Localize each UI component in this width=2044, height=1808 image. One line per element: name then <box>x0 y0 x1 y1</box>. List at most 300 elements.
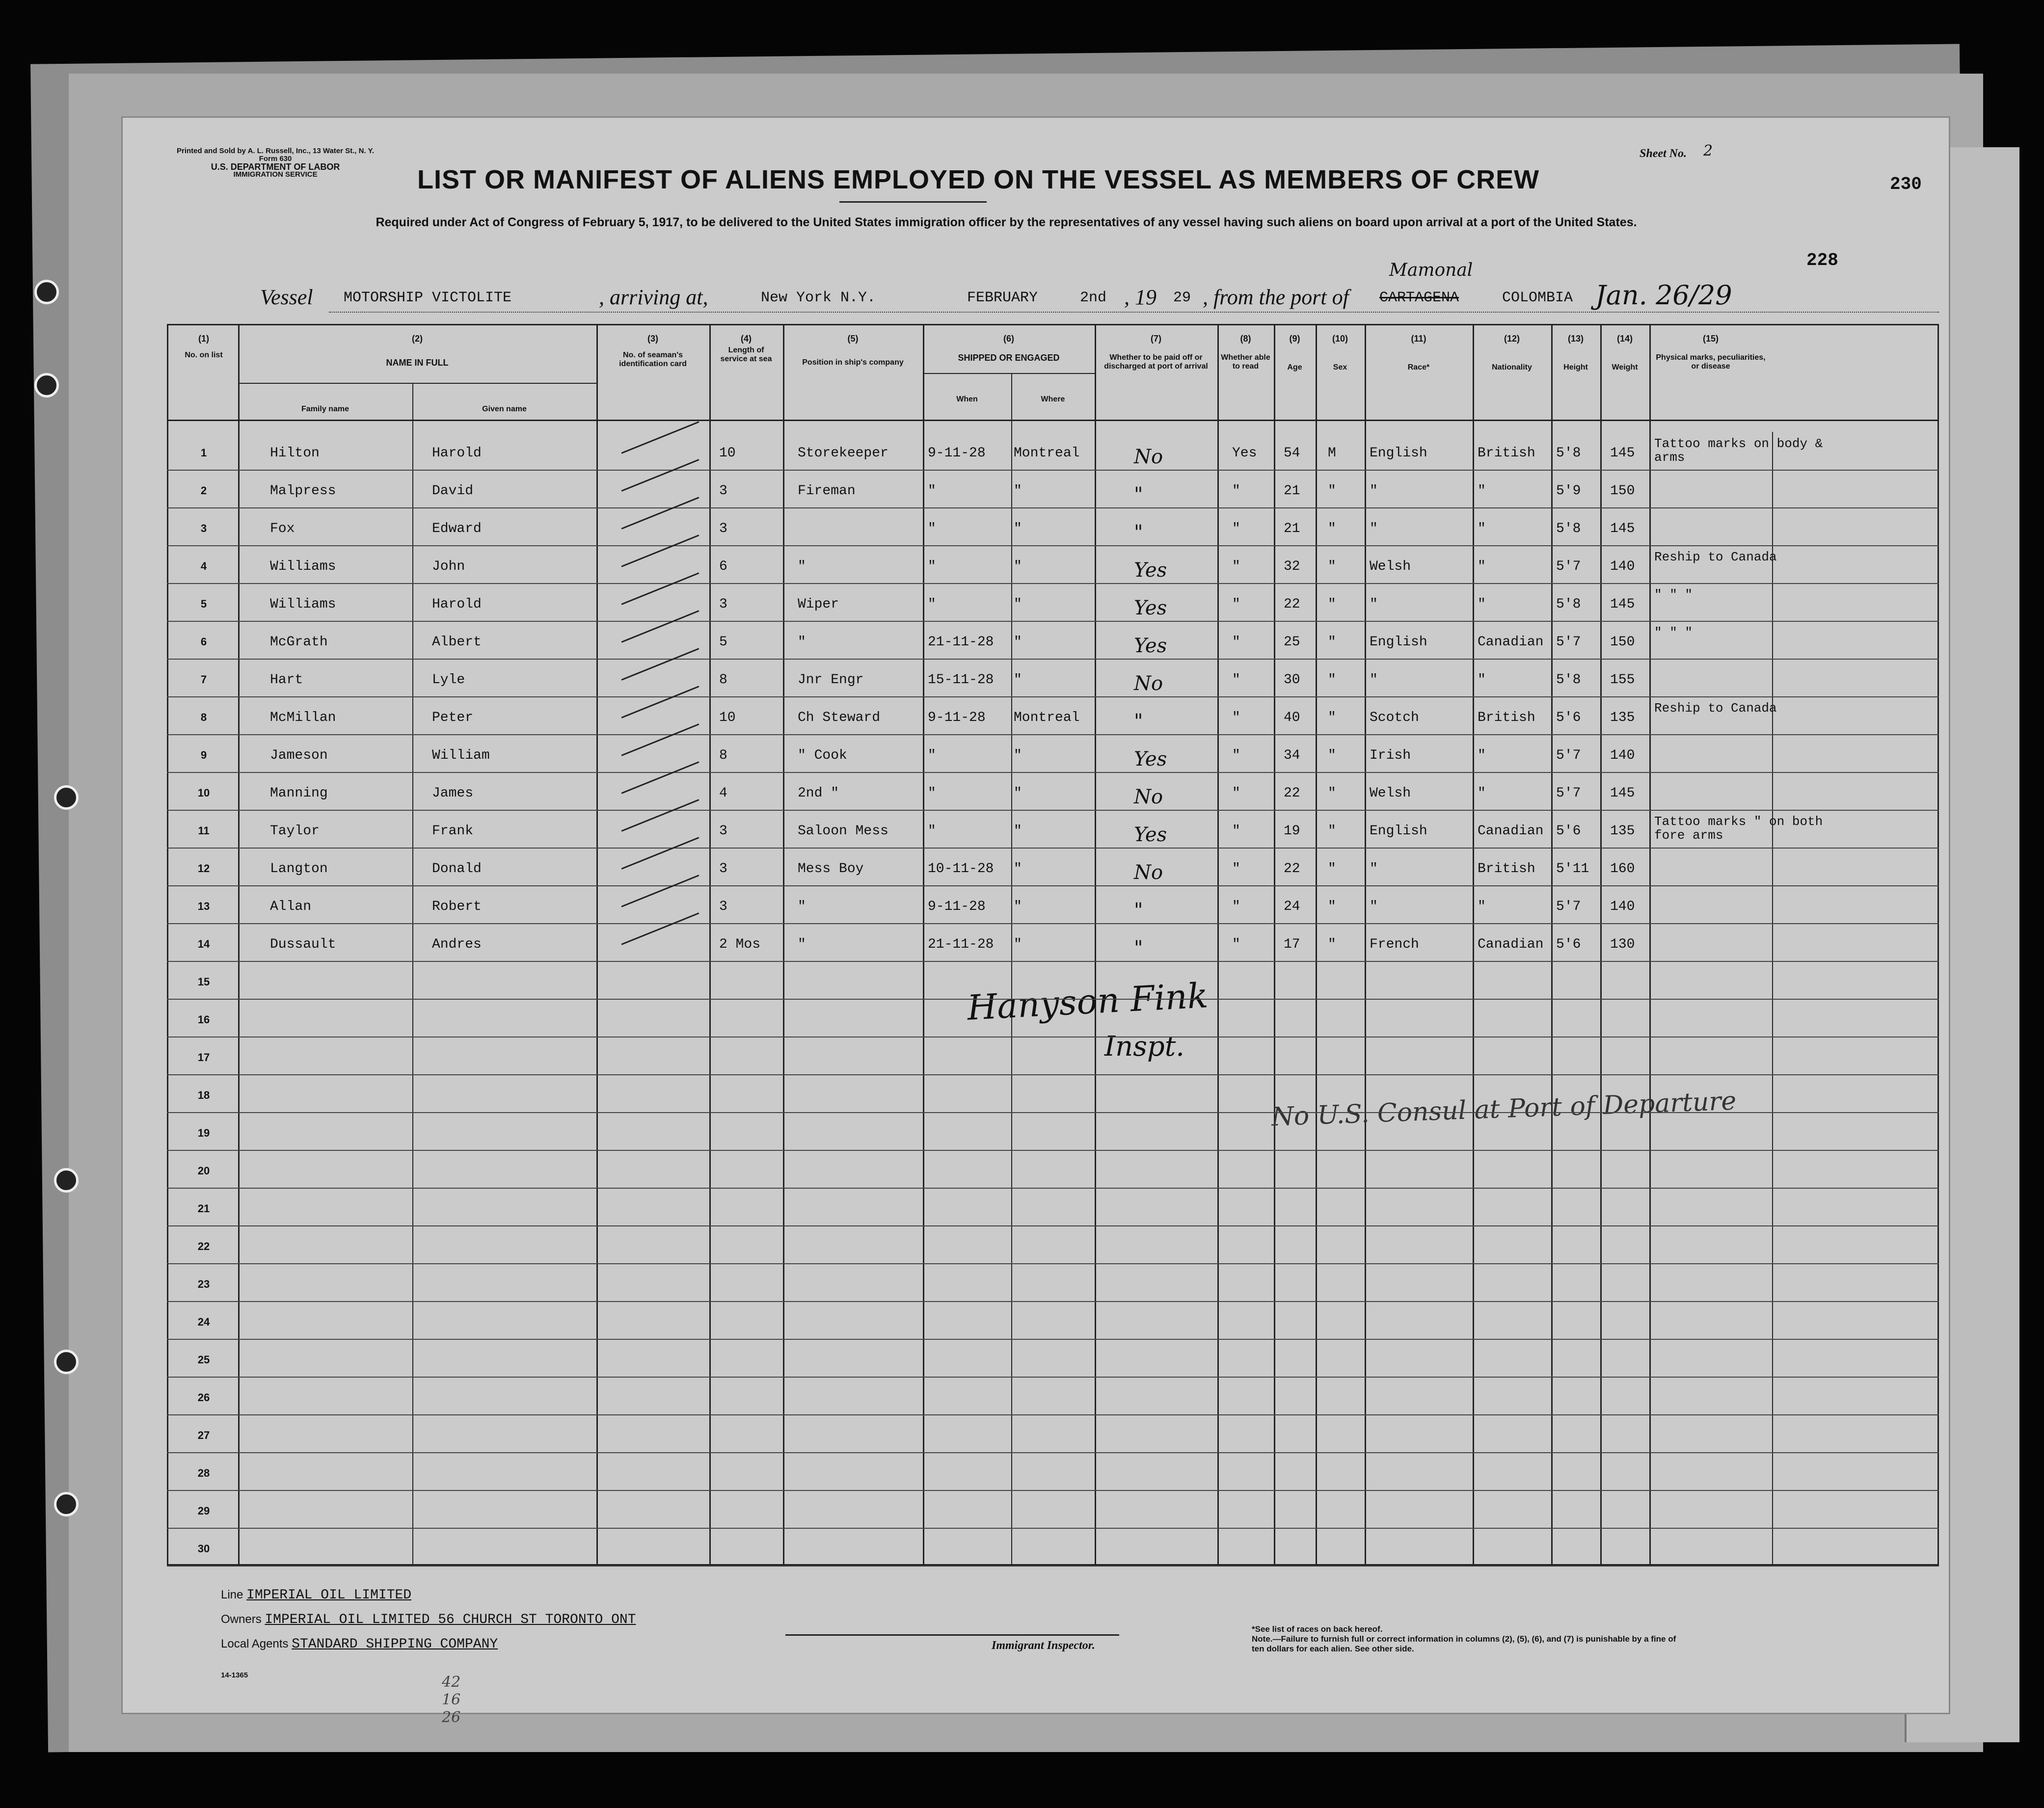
cell-where: " <box>1014 748 1022 763</box>
cell-read: " <box>1232 672 1240 688</box>
cell-race: English <box>1370 635 1427 650</box>
cell-paid: " <box>1134 483 1143 506</box>
cell-weight: 155 <box>1610 672 1635 688</box>
cell-position: " Cook <box>798 748 847 763</box>
row-number: 30 <box>197 1542 210 1555</box>
cell-height: 5'7 <box>1556 748 1581 763</box>
cell-service: 10 <box>719 710 736 725</box>
cell-when: " <box>928 559 936 574</box>
column-divider <box>1274 324 1275 1566</box>
cell-age: 17 <box>1284 937 1300 952</box>
cell-age: 21 <box>1284 521 1300 536</box>
cell-read: " <box>1232 937 1240 952</box>
cell-weight: 135 <box>1610 824 1635 839</box>
cell-nationality: " <box>1478 748 1486 763</box>
col1-label: No. on list <box>185 351 223 359</box>
cell-family: Williams <box>270 597 336 612</box>
cell-weight: 145 <box>1610 521 1635 536</box>
cell-sex: " <box>1328 786 1336 801</box>
document-subtitle: Required under Act of Congress of February 5, 1917, to be delivered to the United States immigration officer by the representatives of any vessel having such aliens on board upon arrival at a port of the United States. <box>376 215 1637 229</box>
departure-port-struck: CARTAGENA <box>1379 290 1459 306</box>
cell-race: " <box>1370 861 1378 877</box>
cell-read: Yes <box>1232 446 1257 461</box>
row-rule <box>167 545 1939 546</box>
row-number: 16 <box>197 1013 210 1026</box>
cell-sex: " <box>1328 635 1336 650</box>
cell-weight: 145 <box>1610 786 1635 801</box>
cell-sex: " <box>1328 937 1336 952</box>
form-code: 14-1365 <box>221 1671 248 1679</box>
cell-race: " <box>1370 672 1378 688</box>
cell-paid: No <box>1134 446 1163 468</box>
cell-paid: No <box>1134 672 1163 695</box>
agents-field <box>221 1637 498 1652</box>
row-number: 22 <box>197 1240 210 1252</box>
cell-read: " <box>1232 748 1240 763</box>
column-divider <box>1316 324 1317 1566</box>
pencil-calculation: 42 16 26 <box>442 1674 461 1726</box>
cell-nationality: Canadian <box>1478 635 1544 650</box>
binder-hole <box>34 280 59 304</box>
col14-number: (14) <box>1616 334 1633 344</box>
cell-paid: No <box>1134 861 1163 884</box>
cell-paid: Yes <box>1134 824 1167 846</box>
manifest-page <box>123 118 1949 1726</box>
row-rule <box>167 1452 1939 1453</box>
row-rule <box>167 1339 1939 1340</box>
agents-label: Local Agents <box>221 1637 289 1650</box>
given-name-header: Given name <box>482 405 527 413</box>
family-name-header: Family name <box>301 405 349 413</box>
col12-label: Nationality <box>1492 363 1532 372</box>
col10-label: Sex <box>1333 363 1347 372</box>
cell-given: Harold <box>432 597 482 612</box>
cell-where: Montreal <box>1014 710 1080 725</box>
cell-nationality: " <box>1478 899 1486 914</box>
cell-paid: Yes <box>1134 559 1167 582</box>
cell-sex: M <box>1328 446 1336 461</box>
column-divider <box>238 324 240 1566</box>
name-divider <box>238 383 596 384</box>
cell-position: " <box>798 559 806 574</box>
cell-when: 21-11-28 <box>928 635 994 650</box>
cell-position: Ch Steward <box>798 710 881 725</box>
cell-weight: 150 <box>1610 483 1635 499</box>
cell-where: " <box>1014 559 1022 574</box>
row-number: 27 <box>197 1429 210 1441</box>
cell-age: 21 <box>1284 483 1300 499</box>
cell-weight: 135 <box>1610 710 1635 725</box>
cell-marks: " " " <box>1654 587 1693 602</box>
cell-family: Allan <box>270 899 312 914</box>
column-divider <box>709 324 711 1566</box>
column-divider <box>1095 324 1096 1566</box>
cell-sex: " <box>1328 899 1336 914</box>
col7-number: (7) <box>1151 334 1161 344</box>
row-rule <box>167 1414 1939 1415</box>
cell-service: 2 Mos <box>719 937 761 952</box>
cell-read: " <box>1232 710 1240 725</box>
cell-age: 30 <box>1284 672 1300 688</box>
row-rule <box>167 1112 1939 1113</box>
row-number: 4 <box>200 560 207 572</box>
cell-height: 5'8 <box>1556 597 1581 612</box>
row-number: 10 <box>197 787 210 799</box>
cell-race: " <box>1370 483 1378 499</box>
cell-height: 5'7 <box>1556 559 1581 574</box>
cell-given: Robert <box>432 899 482 914</box>
owners-field <box>221 1612 636 1627</box>
cell-family: McMillan <box>270 710 336 725</box>
cell-weight: 150 <box>1610 635 1635 650</box>
col8-label: Whether able to read <box>1221 353 1270 371</box>
cell-age: 34 <box>1284 748 1300 763</box>
cell-weight: 130 <box>1610 937 1635 952</box>
row-number: 26 <box>197 1391 210 1404</box>
cell-given: William <box>432 748 490 763</box>
cell-sex: " <box>1328 710 1336 725</box>
row-number: 19 <box>197 1127 210 1139</box>
column-divider <box>1551 324 1553 1566</box>
cell-weight: 140 <box>1610 559 1635 574</box>
row-rule <box>167 1566 1939 1567</box>
cell-family: Fox <box>270 521 295 536</box>
cell-given: Peter <box>432 710 474 725</box>
cell-when: 21-11-28 <box>928 937 994 952</box>
row-rule <box>167 1301 1939 1302</box>
binder-hole <box>54 1168 79 1193</box>
cell-read: " <box>1232 597 1240 612</box>
column-divider <box>1600 324 1602 1566</box>
cell-height: 5'8 <box>1556 672 1581 688</box>
row-number: 12 <box>197 862 210 875</box>
cell-age: 22 <box>1284 786 1300 801</box>
inspector-signature: Hanyson Fink <box>966 975 1210 1028</box>
cell-race: French <box>1370 937 1419 952</box>
cell-age: 54 <box>1284 446 1300 461</box>
cell-race: Welsh <box>1370 786 1411 801</box>
when-header: When <box>956 395 978 403</box>
cell-height: 5'6 <box>1556 824 1581 839</box>
consul-note: No U.S. Consul at Port of Departure <box>1271 1086 1737 1132</box>
column-divider <box>1217 324 1219 1566</box>
cell-given: Frank <box>432 824 474 839</box>
row-number: 20 <box>197 1165 210 1177</box>
cell-given: Donald <box>432 861 482 877</box>
row-rule <box>167 1188 1939 1189</box>
departure-port-handwritten: Mamonal <box>1389 260 1473 280</box>
inspector-title: Inspt. <box>1104 1031 1185 1063</box>
cell-weight: 145 <box>1610 446 1635 461</box>
cell-service: 8 <box>719 672 727 688</box>
row-number: 24 <box>197 1316 210 1328</box>
cell-nationality: Canadian <box>1478 824 1544 839</box>
col13-label: Height <box>1563 363 1588 372</box>
cell-age: 22 <box>1284 597 1300 612</box>
cell-when: " <box>928 786 936 801</box>
cell-sex: " <box>1328 861 1336 877</box>
inspector-signature-line <box>785 1634 1119 1636</box>
cell-service: 4 <box>719 786 727 801</box>
cell-when: " <box>928 824 936 839</box>
cell-race: " <box>1370 521 1378 536</box>
row-rule <box>167 1528 1939 1529</box>
cell-age: 24 <box>1284 899 1300 914</box>
col4-number: (4) <box>741 334 752 344</box>
cell-service: 3 <box>719 899 727 914</box>
printer-imprint <box>177 147 374 179</box>
cell-height: 5'7 <box>1556 786 1581 801</box>
cell-position: Fireman <box>798 483 856 499</box>
where-header: Where <box>1041 395 1065 403</box>
cell-read: " <box>1232 824 1240 839</box>
row-rule <box>167 1225 1939 1226</box>
row-number: 28 <box>197 1467 210 1479</box>
col13-number: (13) <box>1567 334 1584 344</box>
cell-where: " <box>1014 521 1022 536</box>
row-rule <box>167 621 1939 622</box>
cell-where: " <box>1014 635 1022 650</box>
cell-where: Montreal <box>1014 446 1080 461</box>
cell-weight: 160 <box>1610 861 1635 877</box>
cell-paid: Yes <box>1134 597 1167 619</box>
cell-position: " <box>798 635 806 650</box>
cell-service: 3 <box>719 597 727 612</box>
row-number: 29 <box>197 1505 210 1517</box>
cell-marks: Reship to Canada <box>1654 550 1777 564</box>
row-number: 21 <box>197 1202 210 1215</box>
cell-paid: " <box>1134 937 1143 959</box>
cell-given: Andres <box>432 937 482 952</box>
cell-service: 3 <box>719 483 727 499</box>
col7-label: Whether to be paid off or discharged at port of arrival <box>1104 353 1208 371</box>
col8-number: (8) <box>1240 334 1251 344</box>
cell-when: " <box>928 521 936 536</box>
column-divider <box>412 383 413 1566</box>
cell-nationality: " <box>1478 672 1486 688</box>
cell-height: 5'8 <box>1556 521 1581 536</box>
cell-sex: " <box>1328 559 1336 574</box>
sheet-number: 2 <box>1703 142 1713 160</box>
cell-nationality: British <box>1478 861 1535 877</box>
row-rule <box>167 583 1939 584</box>
cell-given: Albert <box>432 635 482 650</box>
arriving-port: New York N.Y. <box>761 290 876 306</box>
cell-read: " <box>1232 521 1240 536</box>
cell-nationality: British <box>1478 710 1535 725</box>
cell-when: 15-11-28 <box>928 672 994 688</box>
cell-paid: No <box>1134 786 1163 808</box>
row-number: 8 <box>200 711 207 723</box>
cell-marks: Tattoo marks " on both fore arms <box>1654 814 1823 843</box>
column-divider <box>596 324 598 1566</box>
cell-family: Williams <box>270 559 336 574</box>
owners-value: IMPERIAL OIL LIMITED 56 CHURCH ST TORONTO ONT <box>265 1612 636 1627</box>
row-number: 13 <box>197 900 210 912</box>
cell-position: Wiper <box>798 597 839 612</box>
form-number: Form 630 <box>259 155 292 163</box>
cell-height: 5'11 <box>1556 861 1589 877</box>
col3-label: No. of seaman's identification card <box>619 351 687 368</box>
cell-height: 5'9 <box>1556 483 1581 499</box>
cell-when: " <box>928 483 936 499</box>
cell-sex: " <box>1328 824 1336 839</box>
cell-marks: Tattoo marks on body & arms <box>1654 436 1823 465</box>
row-number: 18 <box>197 1089 210 1101</box>
line-value: IMPERIAL OIL LIMITED <box>246 1588 412 1603</box>
cell-nationality: " <box>1478 786 1486 801</box>
cell-height: 5'7 <box>1556 635 1581 650</box>
col11-label: Race* <box>1407 363 1430 372</box>
column-divider <box>783 324 784 1566</box>
cell-service: 10 <box>719 446 736 461</box>
cell-weight: 145 <box>1610 597 1635 612</box>
row-number: 15 <box>197 976 210 988</box>
col6-number: (6) <box>1003 334 1014 344</box>
cell-nationality: Canadian <box>1478 937 1544 952</box>
printer-line: Printed and Sold by A. L. Russell, Inc., 13 Water St., N. Y. <box>177 147 375 155</box>
cell-race: Scotch <box>1370 710 1419 725</box>
cell-marks: " " " <box>1654 625 1693 640</box>
cell-race: Irish <box>1370 748 1411 763</box>
cell-family: Hart <box>270 672 303 688</box>
row-rule <box>167 1490 1939 1491</box>
cell-given: Edward <box>432 521 482 536</box>
cell-when: 10-11-28 <box>928 861 994 877</box>
cell-sex: " <box>1328 672 1336 688</box>
cell-nationality: " <box>1478 483 1486 499</box>
cell-paid: Yes <box>1134 635 1167 657</box>
cell-nationality: " <box>1478 521 1486 536</box>
title-rule <box>839 201 987 203</box>
cell-service: 3 <box>719 521 727 536</box>
vessel-label: Vessel <box>260 285 313 309</box>
cell-position: 2nd " <box>798 786 839 801</box>
cell-position: Jnr Engr <box>798 672 864 688</box>
col3-number: (3) <box>647 334 658 344</box>
cell-family: McGrath <box>270 635 328 650</box>
cell-weight: 140 <box>1610 748 1635 763</box>
line-label: Line <box>221 1588 243 1601</box>
cell-race: Welsh <box>1370 559 1411 574</box>
row-rule <box>167 885 1939 886</box>
cell-marks: Reship to Canada <box>1654 701 1777 716</box>
col12-number: (12) <box>1504 334 1520 344</box>
column-divider <box>1473 324 1474 1566</box>
binder-hole <box>54 785 79 810</box>
cell-where: " <box>1014 672 1022 688</box>
cell-when: 9-11-28 <box>928 710 986 725</box>
inspector-label: Immigrant Inspector. <box>992 1639 1095 1652</box>
arriving-label: , arriving at, <box>599 285 708 309</box>
cell-where: " <box>1014 937 1022 952</box>
cell-position: " <box>798 899 806 914</box>
cell-sex: " <box>1328 597 1336 612</box>
cell-read: " <box>1232 899 1240 914</box>
cell-height: 5'8 <box>1556 446 1581 461</box>
cell-where: " <box>1014 899 1022 914</box>
cell-nationality: British <box>1478 446 1535 461</box>
col15-label: Physical marks, peculiarities, or disease <box>1656 353 1766 371</box>
cell-service: 8 <box>719 748 727 763</box>
cell-family: Taylor <box>270 824 320 839</box>
cell-given: Lyle <box>432 672 465 688</box>
page-number: 228 <box>1806 250 1838 270</box>
cell-position: Saloon Mess <box>798 824 888 839</box>
col6-label: SHIPPED OR ENGAGED <box>958 353 1060 363</box>
col4-label: Length of service at sea <box>720 346 772 363</box>
cell-age: 19 <box>1284 824 1300 839</box>
cell-read: " <box>1232 483 1240 499</box>
service: IMMIGRATION SERVICE <box>233 170 318 179</box>
row-rule <box>167 848 1939 849</box>
row-number: 5 <box>200 598 207 610</box>
cell-position: " <box>798 937 806 952</box>
cell-position: Storekeeper <box>798 446 888 461</box>
cell-where: " <box>1014 824 1022 839</box>
col14-label: Weight <box>1612 363 1638 372</box>
cell-given: John <box>432 559 465 574</box>
from-port-label: , from the port of <box>1203 285 1349 309</box>
cell-race: English <box>1370 446 1427 461</box>
row-number: 7 <box>200 673 207 686</box>
cell-when: 9-11-28 <box>928 446 986 461</box>
agents-value: STANDARD SHIPPING COMPANY <box>292 1637 498 1652</box>
cell-when: 9-11-28 <box>928 899 986 914</box>
cell-given: James <box>432 786 474 801</box>
row-number: 17 <box>197 1051 210 1064</box>
column-divider <box>923 324 924 1566</box>
departure-country: COLOMBIA <box>1502 290 1573 306</box>
cell-sex: " <box>1328 521 1336 536</box>
cell-age: 32 <box>1284 559 1300 574</box>
row-number: 9 <box>200 749 207 761</box>
cell-race: " <box>1370 597 1378 612</box>
row-rule <box>167 696 1939 697</box>
cell-race: " <box>1370 899 1378 914</box>
cell-where: " <box>1014 861 1022 877</box>
cell-read: " <box>1232 559 1240 574</box>
owners-label: Owners <box>221 1613 262 1626</box>
cell-family: Hilton <box>270 446 320 461</box>
cell-paid: " <box>1134 899 1143 922</box>
col9-label: Age <box>1287 363 1302 372</box>
cell-height: 5'7 <box>1556 899 1581 914</box>
col11-number: (11) <box>1411 334 1426 344</box>
row-rule <box>167 923 1939 924</box>
cell-family: Manning <box>270 786 328 801</box>
cell-height: 5'6 <box>1556 710 1581 725</box>
cell-sex: " <box>1328 483 1336 499</box>
year-suffix: 29 <box>1173 290 1191 306</box>
row-rule <box>167 734 1939 735</box>
document-title: LIST OR MANIFEST OF ALIENS EMPLOYED ON THE VESSEL AS MEMBERS OF CREW <box>417 165 1540 194</box>
penalty-note: Note.—Failure to furnish full or correct information in columns (2), (5), (6), and (7) is punishable by a fine of ten dollars for each alien. See other side. <box>1252 1634 1676 1653</box>
cell-position: Mess Boy <box>798 861 864 877</box>
row-rule <box>167 1263 1939 1264</box>
col5-number: (5) <box>847 334 859 344</box>
cell-service: 6 <box>719 559 727 574</box>
row-number: 2 <box>200 484 207 497</box>
col5-label: Position in ship's company <box>802 358 904 367</box>
cell-given: Harold <box>432 446 482 461</box>
cell-paid: " <box>1134 710 1143 733</box>
column-divider <box>1365 324 1366 1566</box>
cell-nationality: " <box>1478 559 1486 574</box>
cell-service: 3 <box>719 824 727 839</box>
races-note: *See list of races on back hereof. <box>1252 1624 1383 1634</box>
cell-age: 25 <box>1284 635 1300 650</box>
